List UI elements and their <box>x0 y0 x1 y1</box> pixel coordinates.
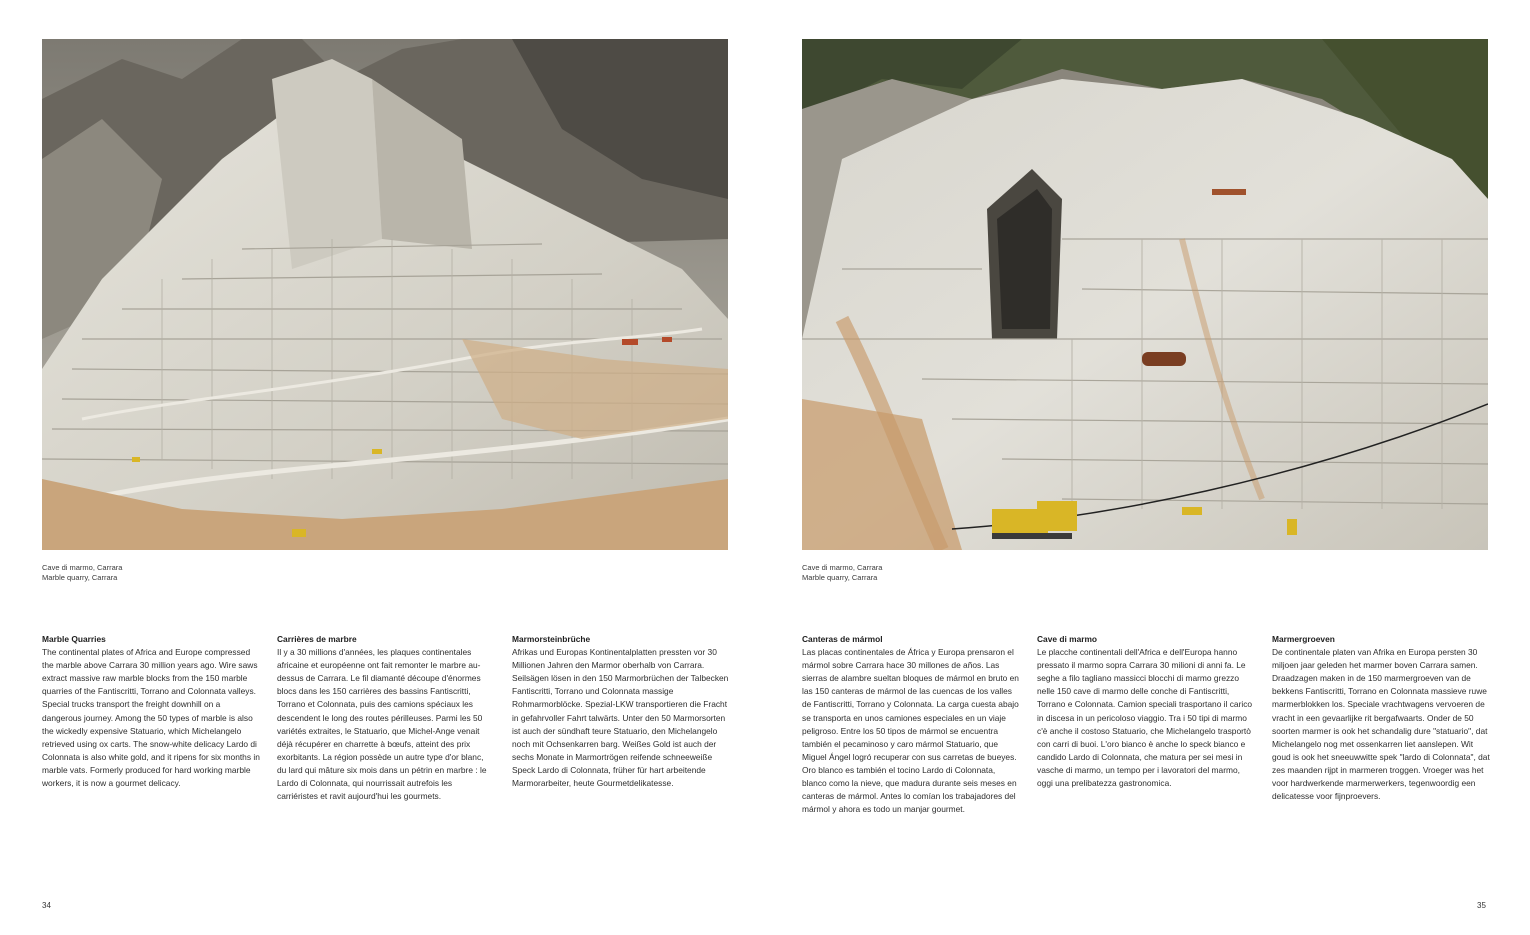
photo-caption <box>802 563 882 583</box>
column-body: Le placche continentali dell'Africa e dell'Europa hanno pressato il marmo sopra Carrara 30 milioni di anni fa. Le seghe a filo tagliano massicci blocchi di marmo grezzo nelle 150 cave di marmo delle conche di Fantiscritti, Torrano e Colonnata. Camion speciali trasportano il carico in discesa in un pericoloso viaggio. Tra i 50 tipi di marmo c'è anche il costoso Statuario, che Michelangelo trasportò con carri di buoi. L'oro bianco è anche lo speck bianco e candido Lardo di Colonnata, che matura per sei mesi in vasche di marmo, un tempo per i lavoratori del marmo, oggi una prelibatezza gastronomica. <box>1037 647 1253 789</box>
text-column-dutch <box>1272 633 1490 803</box>
column-heading: Carrières de marbre <box>277 634 357 644</box>
right-page <box>765 0 1530 935</box>
quarry-photo-right <box>802 39 1488 550</box>
photo-caption <box>42 563 122 583</box>
page-number: 34 <box>42 901 51 910</box>
column-body: Il y a 30 millions d'années, les plaques continentales africaine et européenne ont fait remonter le marbre au-dessus de Carrara. Le fil diamanté découpe d'énormes blocs dans les 150 carrières des bassins Fantiscritti, Torrano et Colonnata, puis des camions spéciaux les descendent le long des routes périlleuses. Parmi les 50 variétés extraites, le Statuario, que Michel-Ange venait déjà récupérer en charrette à bœufs, atteint des prix exorbitants. La région possède un autre type d'or blanc, du lard qui mâture six mois dans un pétrin en marbre : le Lardo di Colonnata, qui nourrissait autrefois les carriéristes et ravit aujourd'hui les gourmets. <box>277 647 487 802</box>
text-column-spanish <box>802 633 1020 816</box>
quarry-wall-image <box>802 39 1488 550</box>
column-heading: Marmergroeven <box>1272 634 1335 644</box>
text-column-italian <box>1037 633 1255 790</box>
caption-english: Marble quarry, Carrara <box>802 573 878 582</box>
column-body: De continentale platen van Afrika en Europa persten 30 miljoen jaar geleden het marmer boven Carrara samen. Draadzagen maken in de 150 marmergroeven van de bekkens Fantiscritti, Torrano en Colonnata massieve ruwe marmerblokken los. Speciale vrachtwagens vervoeren de vracht in een gevaarlijke rit bergafwaarts. Onder de 50 soorten marmer is ook het schandalig dure "statuario", dat Michelangelo nog met ossenkarren liet aanslepen. Wit goud is ook het sneeuwwitte spek "lardo di Colonnata", dat zes maanden rijpt in marmeren troggen. Vroeger was het voor hardwerkende marmerwerkers, tegenwoordig een delicatesse voor fijnproevers. <box>1272 647 1490 802</box>
column-body: Afrikas und Europas Kontinentalplatten pressten vor 30 Millionen Jahren den Marmor oberhalb von Carrara. Seilsägen lösen in den 150 Marmorbrüchen der Talbecken Fantiscritti, Torrano und Colonnata massige Rohmarmorblöcke. Spezial-LKW transportieren die Fracht in gefahrvoller Fahrt talwärts. Unter den 50 Marmorsorten ist auch der sündhaft teure Statuario, den Michelangelo noch mit Ochsenkarren barg. Weißes Gold ist auch der sechs Monate in Marmortrögen reifende schneeweiße Speck Lardo di Colonnata, früher für hart arbeitende Marmorarbeiter, heute Gourmetdelikatesse. <box>512 647 729 789</box>
caption-italian: Cave di marmo, Carrara <box>42 563 123 572</box>
column-heading: Cave di marmo <box>1037 634 1098 644</box>
quarry-terraces-image <box>42 39 728 550</box>
text-column-english <box>42 633 260 790</box>
column-heading: Canteras de mármol <box>802 634 883 644</box>
caption-italian: Cave di marmo, Carrara <box>802 563 883 572</box>
column-heading: Marmorsteinbrüche <box>512 634 591 644</box>
column-body: Las placas continentales de África y Europa prensaron el mármol sobre Carrara hace 30 millones de años. Las sierras de alambre sueltan bloques de mármol en bruto en las 150 canteras de mármol de las cuencas de los valles de Fantiscritti, Torrano y Colonnata. La carga cuesta abajo se transporta en unos camiones especiales en un viaje peligroso. Entre los 50 tipos de mármol se encuentra también el pecaminoso y caro mármol Statuario, que Miguel Ángel logró recuperar con sus carretas de bueyes. Oro blanco es también el tocino Lardo di Colonnata, blanco como la nieve, que madura durante seis meses en canteras de mármol. Antes lo comían los trabajadores del mármol y ahora es todo un manjar gourmet. <box>802 647 1019 815</box>
caption-english: Marble quarry, Carrara <box>42 573 118 582</box>
text-column-german <box>512 633 730 790</box>
column-heading: Marble Quarries <box>42 634 106 644</box>
page-number: 35 <box>1477 901 1486 910</box>
text-column-french <box>277 633 495 803</box>
column-body: The continental plates of Africa and Europe compressed the marble above Carrara 30 million years ago. Wire saws extract massive raw marble blocks from the 150 marble quarries of the Fantiscritti, Torrano and Colonnata valleys. Special trucks transport the freight downhill on a dangerous journey. Among the 50 types of marble is also the wickedly expensive Statuario, which Michelangelo retrieved using ox carts. The snow-white delicacy Lardo di Colonnata is also white gold, and it ripens for six months in marble vats. Formerly produced for hard working marble workers, it is now a gourmet delicacy. <box>42 647 260 789</box>
quarry-photo-left <box>42 39 728 550</box>
